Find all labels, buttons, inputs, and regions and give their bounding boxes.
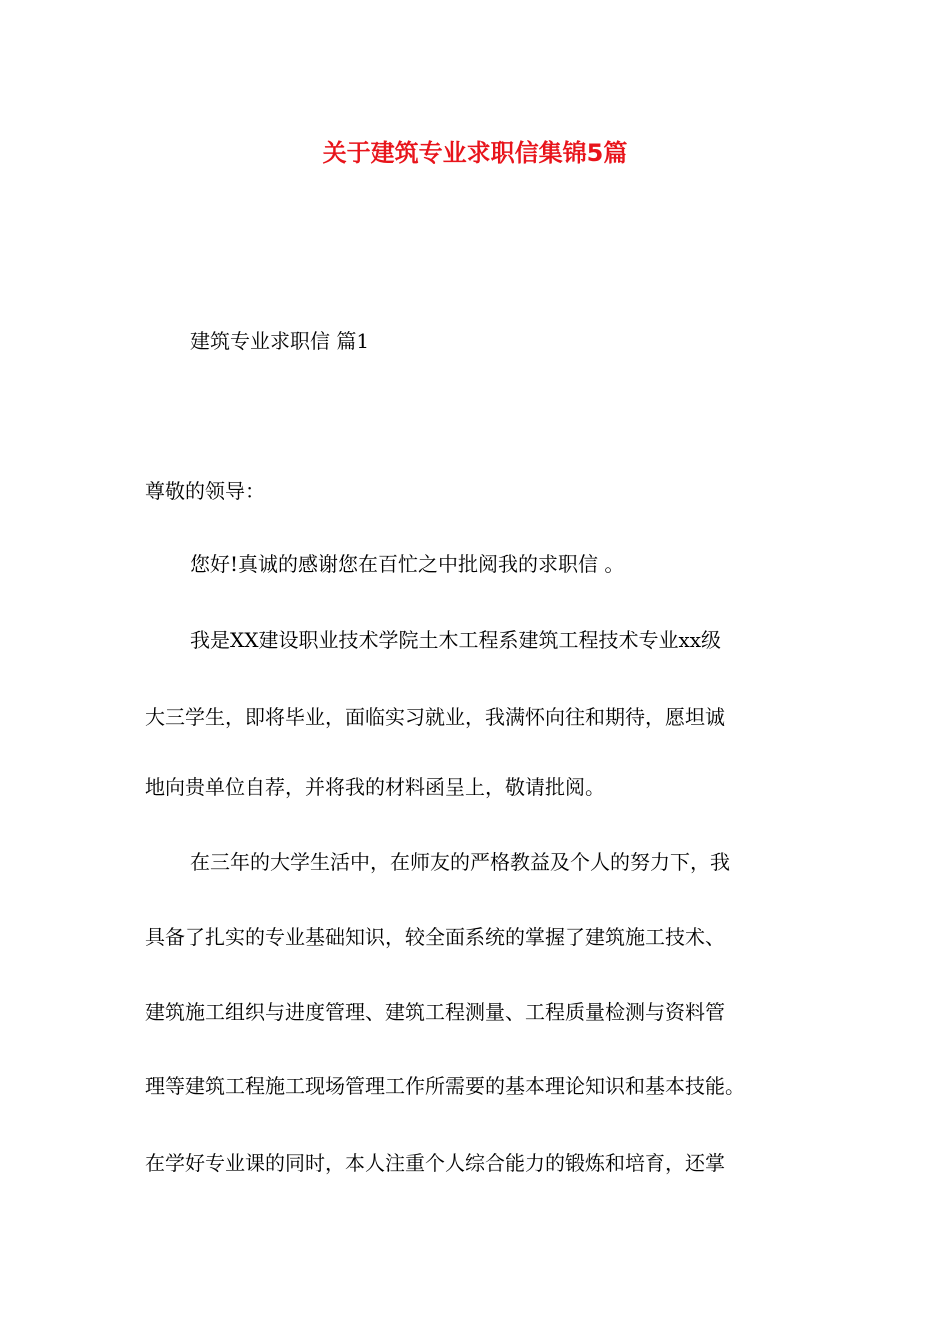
- body-line-4: 地向贵单位自荐，并将我的材料函呈上，敬请批阅。: [145, 775, 605, 799]
- body-line-5: 在三年的大学生活中，在师友的严格教益及个人的努力下，我: [190, 850, 730, 874]
- salutation: 尊敬的领导：: [145, 479, 265, 503]
- body-line-8: 理等建筑工程施工现场管理工作所需要的基本理论知识和基本技能。: [145, 1074, 745, 1098]
- body-line-7: 建筑施工组织与进度管理、建筑工程测量、工程质量检测与资料管: [145, 1000, 725, 1024]
- body-line-9: 在学好专业课的同时，本人注重个人综合能力的锻炼和培育，还掌: [145, 1151, 725, 1175]
- body-line-2: 我是XX建设职业技术学院土木工程系建筑工程技术专业xx级: [190, 628, 722, 652]
- body-line-6: 具备了扎实的专业基础知识，较全面系统的掌握了建筑施工技术、: [145, 925, 725, 949]
- body-line-3: 大三学生，即将毕业，面临实习就业，我满怀向往和期待，愿坦诚: [145, 705, 725, 729]
- document-title: 关于建筑专业求职信集锦5篇: [322, 139, 628, 167]
- section-heading: 建筑专业求职信 篇1: [190, 329, 370, 353]
- body-line-1: 您好!真诚的感谢您在百忙之中批阅我的求职信 。: [190, 552, 625, 576]
